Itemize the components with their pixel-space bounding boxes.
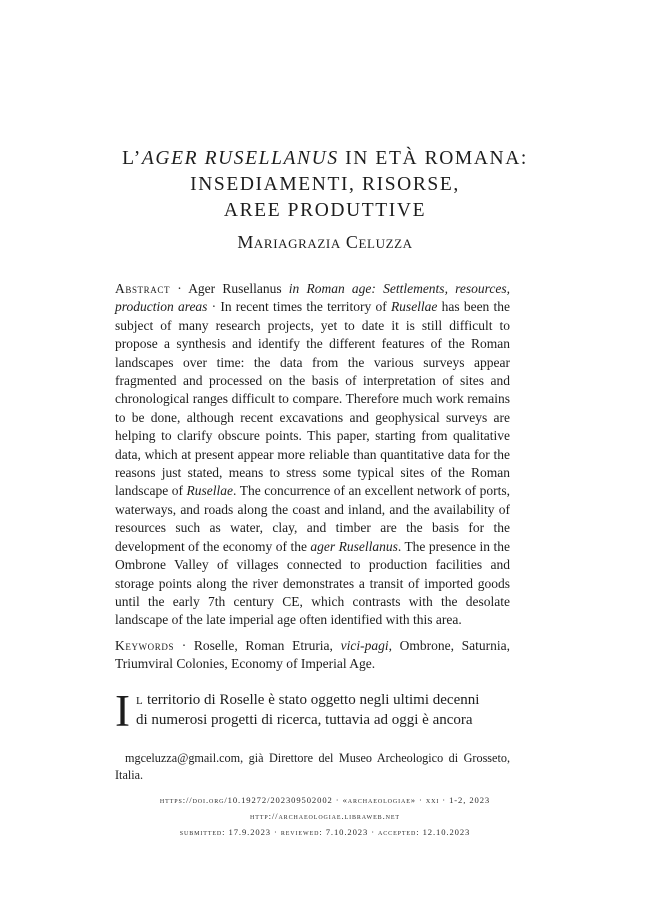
abstract-text-3: has been the subject of many research projects, yet to date it is still difficult to propose a synthesis and identify the different features of the Roman landscapes over time: the data from the various surveys appear fragmented and processed on the basis of interpretation of sites and chronological ranges difficult to compare. Therefore much work remains to be done, although recent excavations and geophysical surveys are helping to clarify obscure points. This paper, starting from qualitative data, which at present appear more reliable than quantitative data for the reasons just stated, means to stress some typical sites of the Roman landscape of: [115, 299, 510, 499]
title-suffix: IN ETÀ ROMANA:: [338, 148, 528, 169]
title-italic: AGER RUSELLANUS: [141, 148, 339, 169]
keywords-sep: ·: [174, 638, 194, 653]
author-name: Mariagrazia Celuzza: [237, 232, 413, 252]
doi-line[interactable]: https://doi.org/10.19272/202309502002 · «archaeologiae» · xxi · 1-2, 2023: [159, 795, 491, 805]
title-prefix: L’: [122, 148, 142, 169]
keywords: [115, 637, 510, 674]
body-text-opening: [115, 686, 510, 736]
body-line-1: [115, 690, 510, 710]
author-footnote: mgceluzza@gmail.com, già Direttore del Museo Archeologico di Grosseto, Italia.: [115, 751, 510, 782]
abstract-italic-3: Rusellae: [186, 483, 234, 499]
body-line-1-rest: territorio di Roselle è stato oggetto negli ultimi decenni: [143, 692, 480, 708]
body-line-2: di numerosi progetti di ricerca, tuttavia ad oggi è ancora: [136, 712, 473, 728]
keywords-text-2: , Ombrone, Saturnia, Triumviral Colonies, Economy of Imperial Age.: [115, 638, 510, 672]
keywords-label: Keywords: [115, 638, 175, 653]
title-line-2: INSEDIAMENTI, RISORSE,: [190, 174, 460, 195]
abstract-text-5: . The presence in the Ombrone Valley of villages connected to production facilities and storage points along the river demonstrates a transit of imported goods until the early 7th century CE, which contrasts with the desolate landscape of the late imperial age often identified with this area.: [115, 538, 510, 628]
abstract-italic-1: in Roman age: Settlements, resources, production areas: [115, 281, 510, 315]
keywords-italic-1: vici-pagi: [340, 638, 389, 653]
abstract-sep: ·: [170, 281, 189, 296]
abstract-text-4: . The concurrence of an excellent network of ports, waterways, and roads along the coast and inland, and the availability of resources such as water, clay, and timber are the basis for the development of the economy of the: [115, 483, 510, 554]
publication-metadata: [60, 792, 590, 840]
journal-url-line[interactable]: http://archaeologiae.libraweb.net: [249, 811, 400, 821]
abstract: [115, 280, 510, 630]
review-dates-line: submitted: 17.9.2023 · reviewed: 7.10.2023 · accepted: 12.10.2023: [179, 827, 471, 837]
abstract-text-2: · In recent times the territory of: [207, 299, 391, 315]
title-line-1: [60, 146, 590, 172]
keywords-text-1: Roselle, Roman Etruria,: [193, 638, 341, 653]
abstract-italic-2: Rusellae: [390, 299, 438, 315]
abstract-label: Abstract: [115, 281, 171, 296]
body-first-word: l: [136, 692, 144, 708]
article-title: [60, 146, 590, 224]
abstract-italic-4: ager Rusellanus: [310, 538, 398, 554]
drop-cap: I: [115, 686, 130, 736]
abstract-text-1: Ager Rusellanus: [188, 281, 289, 296]
title-line-3: AREE PRODUTTIVE: [223, 200, 427, 221]
